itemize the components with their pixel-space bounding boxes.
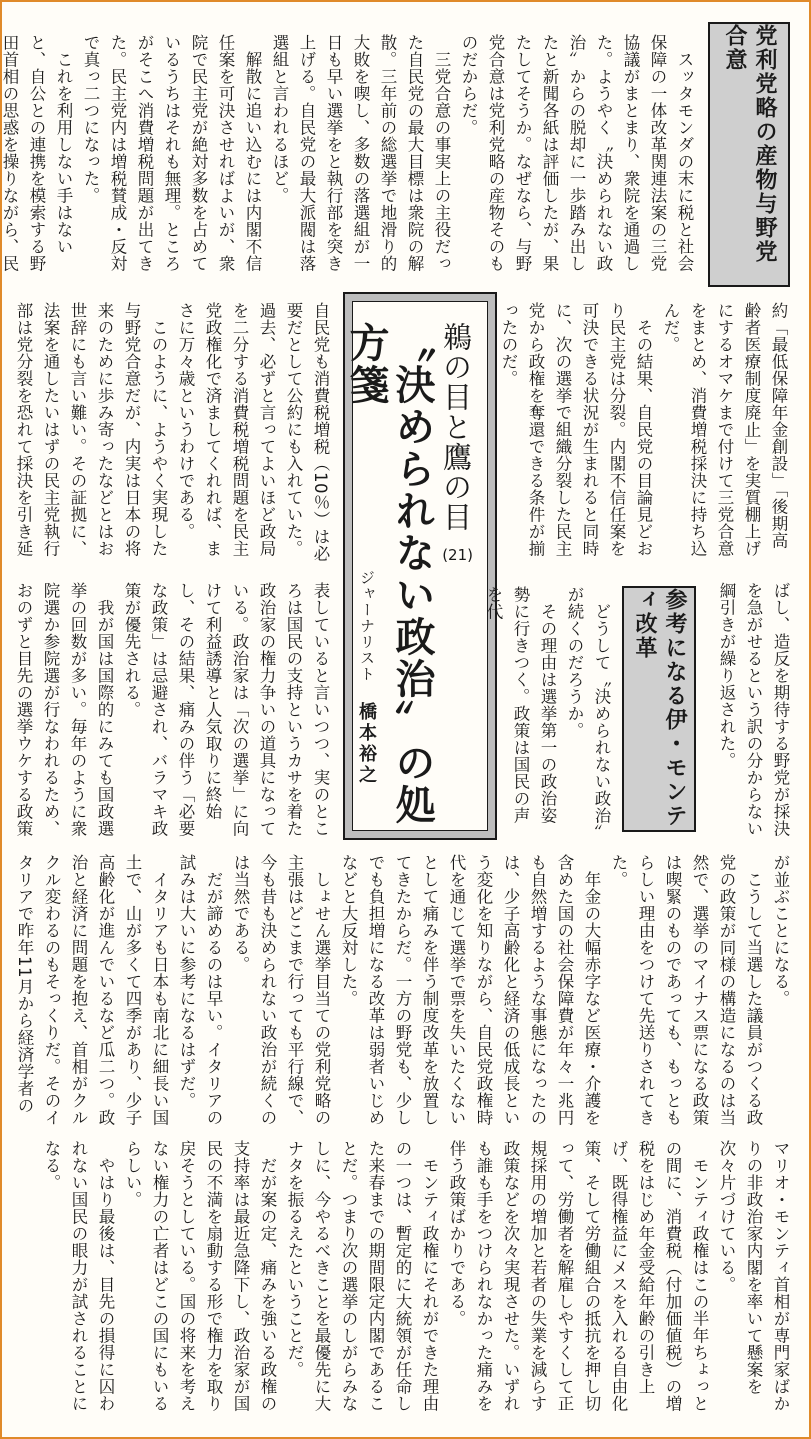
headline-text: 党利党略の産物与野党合意 <box>722 24 777 264</box>
author-name: 橋本裕之 <box>356 702 377 786</box>
subheading-box <box>622 586 696 832</box>
article-column-tier3-left: マリオ・モンティ首相が専門家ばかりの非政治家内閣を率いて懸案を次々片づけている。 モンティ政権はこの半年ちょっとの間に、消費税（付加価値税）の増税をはじめ年金受給年齢の引き上げ、既得権益にメスを入れる自由化策、そして労働組合の抵抗を押し切って、労働者を解雇しやすくして正規採用の増加と若者の失業を減らす政策などを次々実現させた。いずれも誰も手をつけられなかった痛みを伴う政策ばかりである。 モンティ政権にそれができた理由の一つは、暫定的に大統領が任命した来春までの期間限定内閣であることだ。つまり次の選挙のしがらみなしに、今やるべきことを最優先に大ナタを振るえたということだ。 だが案の定、痛みを強いる政権の支持率は最近急降下し、政治家が国民の不満を扇動する形で権力を取り戻そうとしている。国の将来を考えない権力の亡者はどこの国にもいるらしい。 やはり最後は、目先の損得に囚われない国民の眼力が試されることになる。 <box>42 1140 790 1412</box>
title-box <box>343 292 497 840</box>
article-column-tier2-mid-lower: どうして〝決められない政治〟が続くのだろうか。 その理由は選挙第一の政治姿勢に行きつく。政策は国民の声を代 <box>484 586 611 833</box>
article-title: 〝決められない政治〟の処方箋 <box>343 322 435 826</box>
article-column-tier1: スッタモンダの末に税と社会保障の一体改革関連法案の三党協議がまとまり、衆院を通過した。ようやく〝決められない政治〟からの脱却に一歩踏み出したと新聞各紙は評価したが、果たしてそうか。なぜなら、与野党合意は党利党略の産物そのものだからだ。 三党合意の事実上の主役だった自民党の最大目標は衆院の解散。三年前の総選挙で地滑り的大敗を喫し、多数の落選組が一日も早い選挙をと執行部を突き上げる。自民党の最大派閥は落選組と言われるほど。 解散に追い込むには内閣不信任案を可決させればよいが、衆院で民主党が絶対多数を占めているうちはそれも無理。ところがそこへ消費増税問題が出てきた。民主党内は増税賛成・反対で真っ二つになった。 これを利用しない手はないと、自公との連携を模索する野田首相の思惑を操りながら、民 <box>0 34 694 272</box>
headline-box <box>708 22 790 287</box>
article-column-tier2-left2: 表していると言いつつ、実のところは国民の支持というカサを着た政治家の権力争いの道具になっている。政治家は「次の選挙」に向けて利益誘導と人気取りに終始し、その結果、痛みの伴う「必要な政策」は忌避され、バラマキ政策が優先される。 我が国は国際的にみても国政選挙の回数が多い。毎年のように衆院選か参院選が行なわれるため、おのずと目先の選挙ウケする政策 <box>14 582 330 837</box>
byline: ジャーナリスト <box>358 570 376 682</box>
subheading-text: 参考になる伊・モンティ改革 <box>632 588 687 828</box>
article-column-tier3-right: が並ぶことになる。 こうして当選した議員がつくる政党の政策が同様の構造になるのは当然で、選挙のマイナス票になる政策は喫緊のものであっても、もっともらしい理由をつけて先送りされてきた。 年金の大幅赤字など医療・介護を含めた国の社会保障費が年々一兆円も自然増するような事態になったのは、少子高齢化と経済の低成長という変化を知りながら、自民党政権時代を通じて選挙で票を失いたくないとして痛みを伴う制度改革を放置してきたからだ。一方の野党も、少しでも負担増になる改革は弱者いじめなどと大反対した。 しょせん選挙目当ての党利党略の主張はどこまで行っても平行線で、今も昔も決められない政治が続くのは当然である。 だが諦めるのは早い。イタリアの試みは大いに参考になるはずだ。 イタリアも日本も南北に細長い国土で、山が多くて四季があり、少子高齢化が進んでいるなど瓜二つ。政治と経済に問題を抱え、首相がクルクル変わるのもそっくりだ。そのイタリアで昨年11月から経済学者の <box>15 854 790 1126</box>
series-number: (21) <box>442 546 473 564</box>
title-box-inner <box>343 301 488 831</box>
article-column-tier2-left: 自民党も消費税増税（10％）は必要だとして公約にも入れていた。過去、必ずと言ってよいほど政局を二分する消費税増税問題を民主党政権化で済ましてくれれば、まさに万々歳というわけである。 このように、ようやく実現した与野党合意だが、内実は日本の将来のために歩み寄ったなどとはお世辞にも言い難い。その証拠に、法案を通したいはずの民主党執行部は党分裂を恐れて採決を引き延 <box>14 302 330 562</box>
article-column-tier2-mid: ばし、造反を期待する野党が採決を急がせるという訳の分からない綱引きが繰り返された。 <box>717 582 790 837</box>
article-column-tier2-right: 約「最低保障年金創設」「後期高齢者医療制度廃止」を実質棚上げにするオマケまで付けて三党合意をまとめ、消費増税採決に持ち込んだ。 その結果、自民党の目論見どおり民主党は分裂。内閣不信任案を可決できる状況が生まれると同時に、次の選挙で組織分裂した民主党から政権を奪還できる条件が揃ったのだ。 <box>499 302 788 557</box>
series-title: 鵜の目と鷹の目 <box>439 322 473 532</box>
